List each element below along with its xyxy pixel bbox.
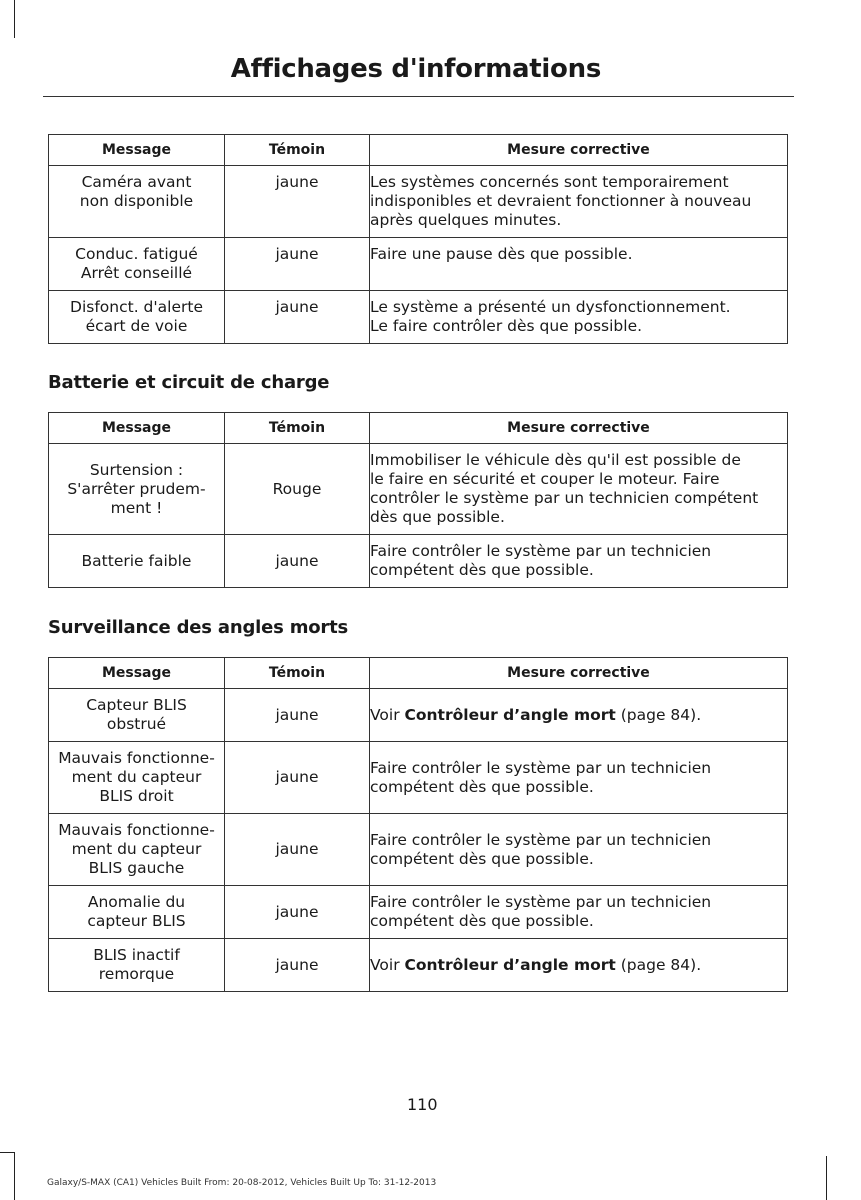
message-line: Caméra avant xyxy=(81,173,192,191)
message-cell xyxy=(49,291,225,344)
mesure-line: Le faire contrôler dès que possible. xyxy=(370,317,643,335)
message-line: Surtension : xyxy=(89,460,184,479)
table-header-row xyxy=(49,658,788,689)
page-title: Affichages d'informations xyxy=(230,54,601,84)
section-heading-angles-morts: Surveillance des angles morts xyxy=(48,617,349,638)
messages-table-angles-morts xyxy=(48,657,788,992)
message-cell xyxy=(49,742,225,814)
message-line: Disfonct. d'alerte xyxy=(70,298,203,316)
mesure-line: Faire contrôler le système par un technicien xyxy=(370,758,712,777)
message-cell xyxy=(49,535,225,588)
column-header-temoin: Témoin xyxy=(225,413,370,444)
message-line: Mauvais fonctionne- xyxy=(58,821,215,839)
column-header-mesure: Mesure corrective xyxy=(370,658,788,689)
table-row xyxy=(49,939,788,992)
mesure-line: Le système a présenté un dysfonctionnement. xyxy=(370,298,731,316)
mesure-cell xyxy=(370,742,788,814)
column-header-mesure: Mesure corrective xyxy=(370,413,788,444)
reference-prefix: Voir xyxy=(370,955,400,974)
reference-page: (page 84). xyxy=(620,705,702,724)
mesure-cell xyxy=(370,166,788,238)
messages-table-general xyxy=(48,134,788,344)
temoin-cell: jaune xyxy=(225,939,370,992)
reference-page: (page 84). xyxy=(620,955,702,974)
column-header-mesure: Mesure corrective xyxy=(370,135,788,166)
mesure-line: le faire en sécurité et couper le moteur. Faire xyxy=(370,470,720,488)
temoin-cell: jaune xyxy=(225,166,370,238)
temoin-cell: jaune xyxy=(225,238,370,291)
message-line: écart de voie xyxy=(85,317,188,335)
mesure-line: après quelques minutes. xyxy=(370,211,562,229)
mesure-line: Faire contrôler le système par un technicien xyxy=(370,542,712,560)
table-row xyxy=(49,291,788,344)
column-header-temoin: Témoin xyxy=(225,658,370,689)
message-line: ment du capteur xyxy=(71,840,202,858)
column-header-message: Message xyxy=(49,135,225,166)
mesure-line: Faire une pause dès que possible. xyxy=(370,245,633,263)
crop-mark-top-left xyxy=(14,0,15,38)
message-cell xyxy=(49,886,225,939)
mesure-line: Immobiliser le véhicule dès qu'il est possible de xyxy=(370,451,741,469)
table-row xyxy=(49,238,788,291)
messages-table-batterie xyxy=(48,412,788,588)
message-line: Mauvais fonctionne- xyxy=(58,749,215,767)
reference-prefix: Voir xyxy=(370,705,400,724)
table-row xyxy=(49,742,788,814)
message-line: obstrué xyxy=(106,715,167,733)
mesure-line: Faire contrôler le système par un technicien xyxy=(370,830,712,849)
temoin-cell: jaune xyxy=(225,742,370,814)
mesure-line: indisponibles et devraient fonctionner à nouveau xyxy=(370,192,752,210)
reference-link-controleur-angle-mort[interactable]: Contrôleur d’angle mort xyxy=(404,955,616,974)
page-number: 110 xyxy=(407,1095,438,1114)
message-line: Batterie faible xyxy=(81,551,192,570)
table-row xyxy=(49,444,788,535)
mesure-line: compétent dès que possible. xyxy=(370,849,594,868)
table-header-row xyxy=(49,135,788,166)
temoin-cell: jaune xyxy=(225,814,370,886)
temoin-cell: jaune xyxy=(225,291,370,344)
table-row xyxy=(49,814,788,886)
footer-vehicle-info: Galaxy/S-MAX (CA1) Vehicles Built From: 20-08-2012, Vehicles Built Up To: 31-12-2013 xyxy=(47,1178,437,1188)
mesure-cell xyxy=(370,444,788,535)
message-line: non disponible xyxy=(79,192,194,210)
table-row xyxy=(49,535,788,588)
table-header-row xyxy=(49,413,788,444)
message-cell xyxy=(49,238,225,291)
reference-link-controleur-angle-mort[interactable]: Contrôleur d’angle mort xyxy=(404,705,616,724)
mesure-line: compétent dès que possible. xyxy=(370,777,594,796)
message-line: Arrêt conseillé xyxy=(80,264,193,282)
crop-mark-bottom-right xyxy=(826,1156,827,1200)
mesure-cell xyxy=(370,689,788,742)
mesure-line: dès que possible. xyxy=(370,508,505,526)
message-line: BLIS droit xyxy=(99,787,174,805)
table-row xyxy=(49,886,788,939)
message-line: Conduc. fatigué xyxy=(75,245,198,263)
mesure-cell xyxy=(370,535,788,588)
mesure-line: Les systèmes concernés sont temporairement xyxy=(370,173,729,191)
mesure-cell xyxy=(370,291,788,344)
message-line: ment du capteur xyxy=(71,768,202,786)
message-line: Capteur BLIS xyxy=(86,696,187,714)
section-heading-batterie: Batterie et circuit de charge xyxy=(48,372,330,393)
mesure-cell xyxy=(370,886,788,939)
temoin-cell: Rouge xyxy=(225,444,370,535)
message-line: Anomalie du xyxy=(87,893,186,911)
message-cell xyxy=(49,689,225,742)
mesure-cell xyxy=(370,238,788,291)
message-line: BLIS gauche xyxy=(88,859,185,877)
column-header-message: Message xyxy=(49,413,225,444)
message-cell xyxy=(49,814,225,886)
mesure-line: compétent dès que possible. xyxy=(370,561,594,579)
temoin-cell: jaune xyxy=(225,689,370,742)
message-line: remorque xyxy=(98,965,175,983)
message-cell xyxy=(49,939,225,992)
mesure-cell xyxy=(370,939,788,992)
mesure-line: compétent dès que possible. xyxy=(370,912,594,930)
crop-mark-bottom-left-corner xyxy=(0,1152,14,1153)
mesure-line: contrôler le système par un technicien compétent xyxy=(370,489,759,507)
table-row xyxy=(49,166,788,238)
mesure-line: Faire contrôler le système par un technicien xyxy=(370,893,712,911)
title-divider xyxy=(43,96,794,97)
message-line: BLIS inactif xyxy=(93,946,180,964)
column-header-temoin: Témoin xyxy=(225,135,370,166)
message-cell xyxy=(49,166,225,238)
crop-mark-bottom-left xyxy=(14,1152,15,1200)
message-cell xyxy=(49,444,225,535)
temoin-cell: jaune xyxy=(225,886,370,939)
temoin-cell: jaune xyxy=(225,535,370,588)
message-line: capteur BLIS xyxy=(87,912,186,930)
message-line: ment ! xyxy=(110,498,163,517)
message-line: S'arrêter prudem- xyxy=(67,479,206,498)
column-header-message: Message xyxy=(49,658,225,689)
mesure-cell xyxy=(370,814,788,886)
table-row xyxy=(49,689,788,742)
